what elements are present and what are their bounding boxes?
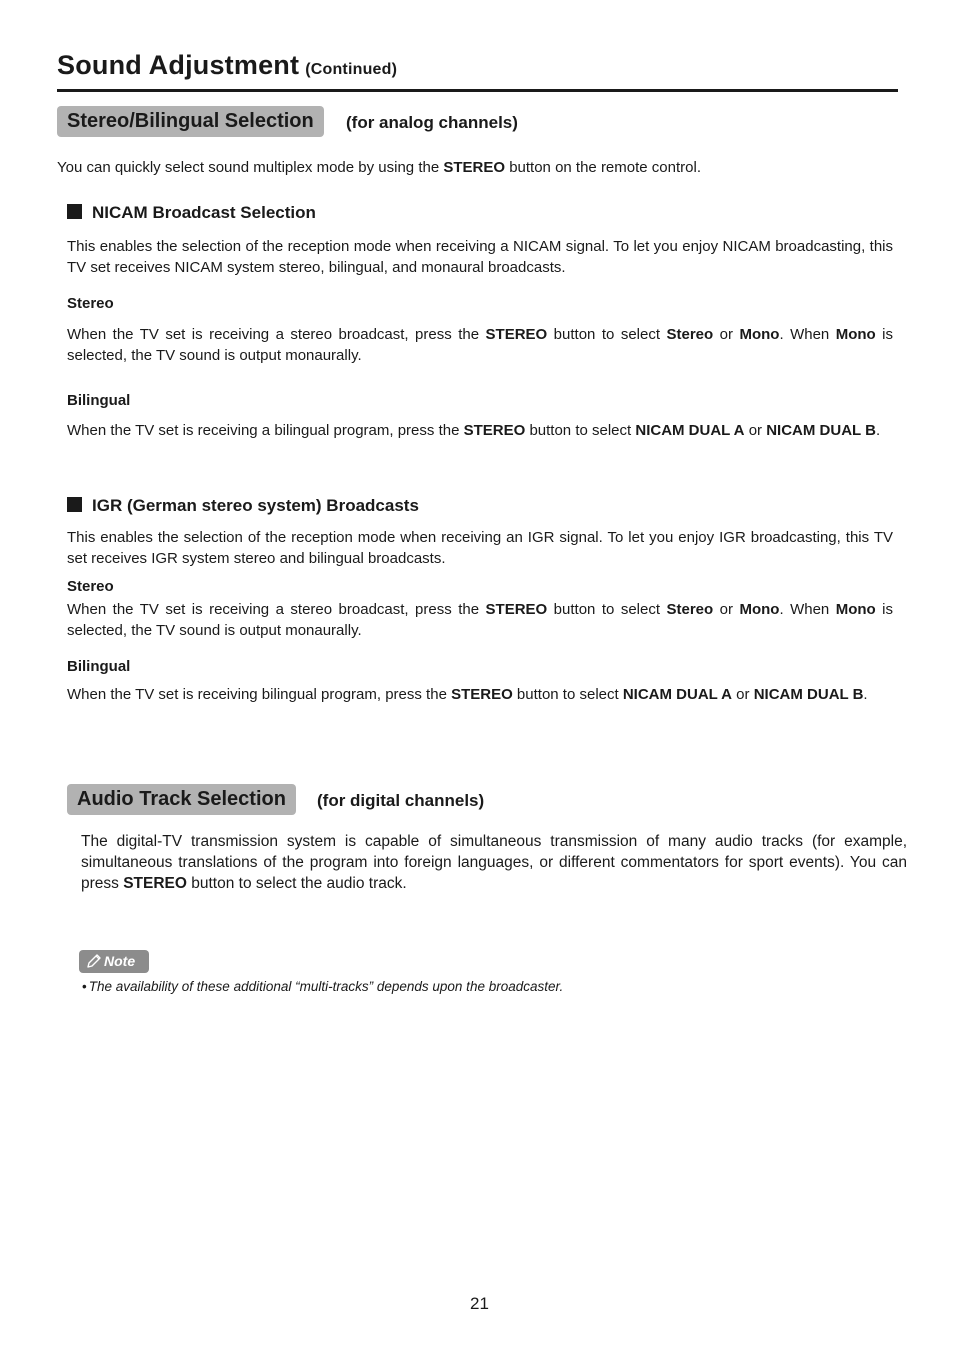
text-fragment: button to select xyxy=(547,326,667,343)
text-fragment: The digital-TV transmission system is capable of simultaneous transmission of many audio tracks (for example, simultaneous translations of the program into foreign languages, or different commentators for sport events). You can press xyxy=(81,833,907,892)
text-fragment: or xyxy=(732,686,754,703)
mono-option: Mono xyxy=(835,326,876,343)
text-fragment: is selected, the TV sound is output monaurally. xyxy=(67,326,893,364)
text-fragment: . When xyxy=(779,601,836,618)
text-fragment: button to select xyxy=(547,601,667,618)
text-fragment: button to select xyxy=(512,686,623,703)
page-title xyxy=(57,50,397,81)
page-title-text: Sound Adjustment xyxy=(57,50,300,80)
nicam-stereo-heading: Stereo xyxy=(67,295,114,312)
nicam-bilingual-heading: Bilingual xyxy=(67,392,131,409)
mono-option: Mono xyxy=(835,601,876,618)
intro-stereo-button-ref: STEREO xyxy=(443,159,506,176)
text-fragment: or xyxy=(713,326,740,343)
pencil-icon xyxy=(85,953,103,970)
igr-bilingual-text xyxy=(67,684,883,705)
nicam-heading xyxy=(67,203,316,223)
title-divider xyxy=(57,89,898,92)
text-fragment: is selected, the TV sound is output monaurally. xyxy=(67,601,893,639)
nicam-description: This enables the selection of the reception mode when receiving a NICAM signal. To let you enjoy NICAM broadcasting, this TV set receives NICAM system stereo, bilingual, and monaural broadcasts. xyxy=(67,238,893,276)
text-fragment: button to select xyxy=(525,422,636,439)
page-number: 21 xyxy=(470,1294,489,1313)
igr-bilingual-heading: Bilingual xyxy=(67,658,131,675)
stereo-option: Stereo xyxy=(666,601,714,618)
text-fragment: When the TV set is receiving a stereo broadcast, press the xyxy=(67,326,486,343)
intro-text: You can quickly select sound multiplex mode by using the xyxy=(57,159,444,176)
nicam-dual-a-option: NICAM DUAL A xyxy=(635,422,745,439)
stereo-button-ref: STEREO xyxy=(485,326,548,343)
text-fragment: or xyxy=(713,601,740,618)
igr-description: This enables the selection of the reception mode when receiving an IGR signal. To let you enjoy IGR broadcasting, this TV set receives IGR system stereo and bilingual broadcasts. xyxy=(67,529,893,567)
bullet-icon: • xyxy=(82,979,87,994)
text-fragment: When the TV set is receiving a stereo broadcast, press the xyxy=(67,601,486,618)
square-bullet-icon xyxy=(67,497,82,512)
mono-option: Mono xyxy=(739,326,780,343)
note-text xyxy=(82,979,563,994)
stereo-option: Stereo xyxy=(666,326,714,343)
igr-stereo-text xyxy=(67,599,893,641)
text-fragment: or xyxy=(744,422,767,439)
audio-track-description xyxy=(81,831,907,894)
nicam-dual-b-option: NICAM DUAL B xyxy=(766,422,876,439)
intro-text-end: button on the remote control. xyxy=(505,159,701,176)
nicam-bilingual-text xyxy=(67,420,893,441)
igr-heading xyxy=(67,496,419,516)
section-note-digital: (for digital channels) xyxy=(317,791,485,810)
nicam-dual-a-option: NICAM DUAL A xyxy=(622,686,733,703)
igr-heading-text: IGR (German stereo system) Broadcasts xyxy=(92,496,419,515)
note-label: Note xyxy=(104,953,136,969)
stereo-button-ref: STEREO xyxy=(451,686,513,703)
nicam-heading-text: NICAM Broadcast Selection xyxy=(92,203,316,222)
note-text-content: The availability of these additional “multi-tracks” depends upon the broadcaster. xyxy=(88,979,564,994)
section-note-analog: (for analog channels) xyxy=(346,113,518,132)
text-fragment: button to select the audio track. xyxy=(186,875,407,892)
text-fragment: . When xyxy=(779,326,836,343)
page-title-continued: (Continued) xyxy=(305,61,398,78)
section-pill-audio-track: Audio Track Selection xyxy=(67,784,296,815)
stereo-button-ref: STEREO xyxy=(123,875,187,892)
note-badge xyxy=(79,950,149,973)
stereo-button-ref: STEREO xyxy=(485,601,548,618)
text-fragment: . xyxy=(875,422,881,439)
section-pill-stereo-bilingual: Stereo/Bilingual Selection xyxy=(57,106,324,137)
igr-stereo-heading: Stereo xyxy=(67,578,114,595)
text-fragment: When the TV set is receiving bilingual program, press the xyxy=(67,686,452,703)
stereo-button-ref: STEREO xyxy=(463,422,526,439)
section-intro xyxy=(57,157,907,178)
nicam-dual-b-option: NICAM DUAL B xyxy=(753,686,864,703)
mono-option: Mono xyxy=(739,601,780,618)
text-fragment: . xyxy=(863,686,868,703)
square-bullet-icon xyxy=(67,204,82,219)
text-fragment: When the TV set is receiving a bilingual program, press the xyxy=(67,422,464,439)
nicam-stereo-text xyxy=(67,324,893,366)
